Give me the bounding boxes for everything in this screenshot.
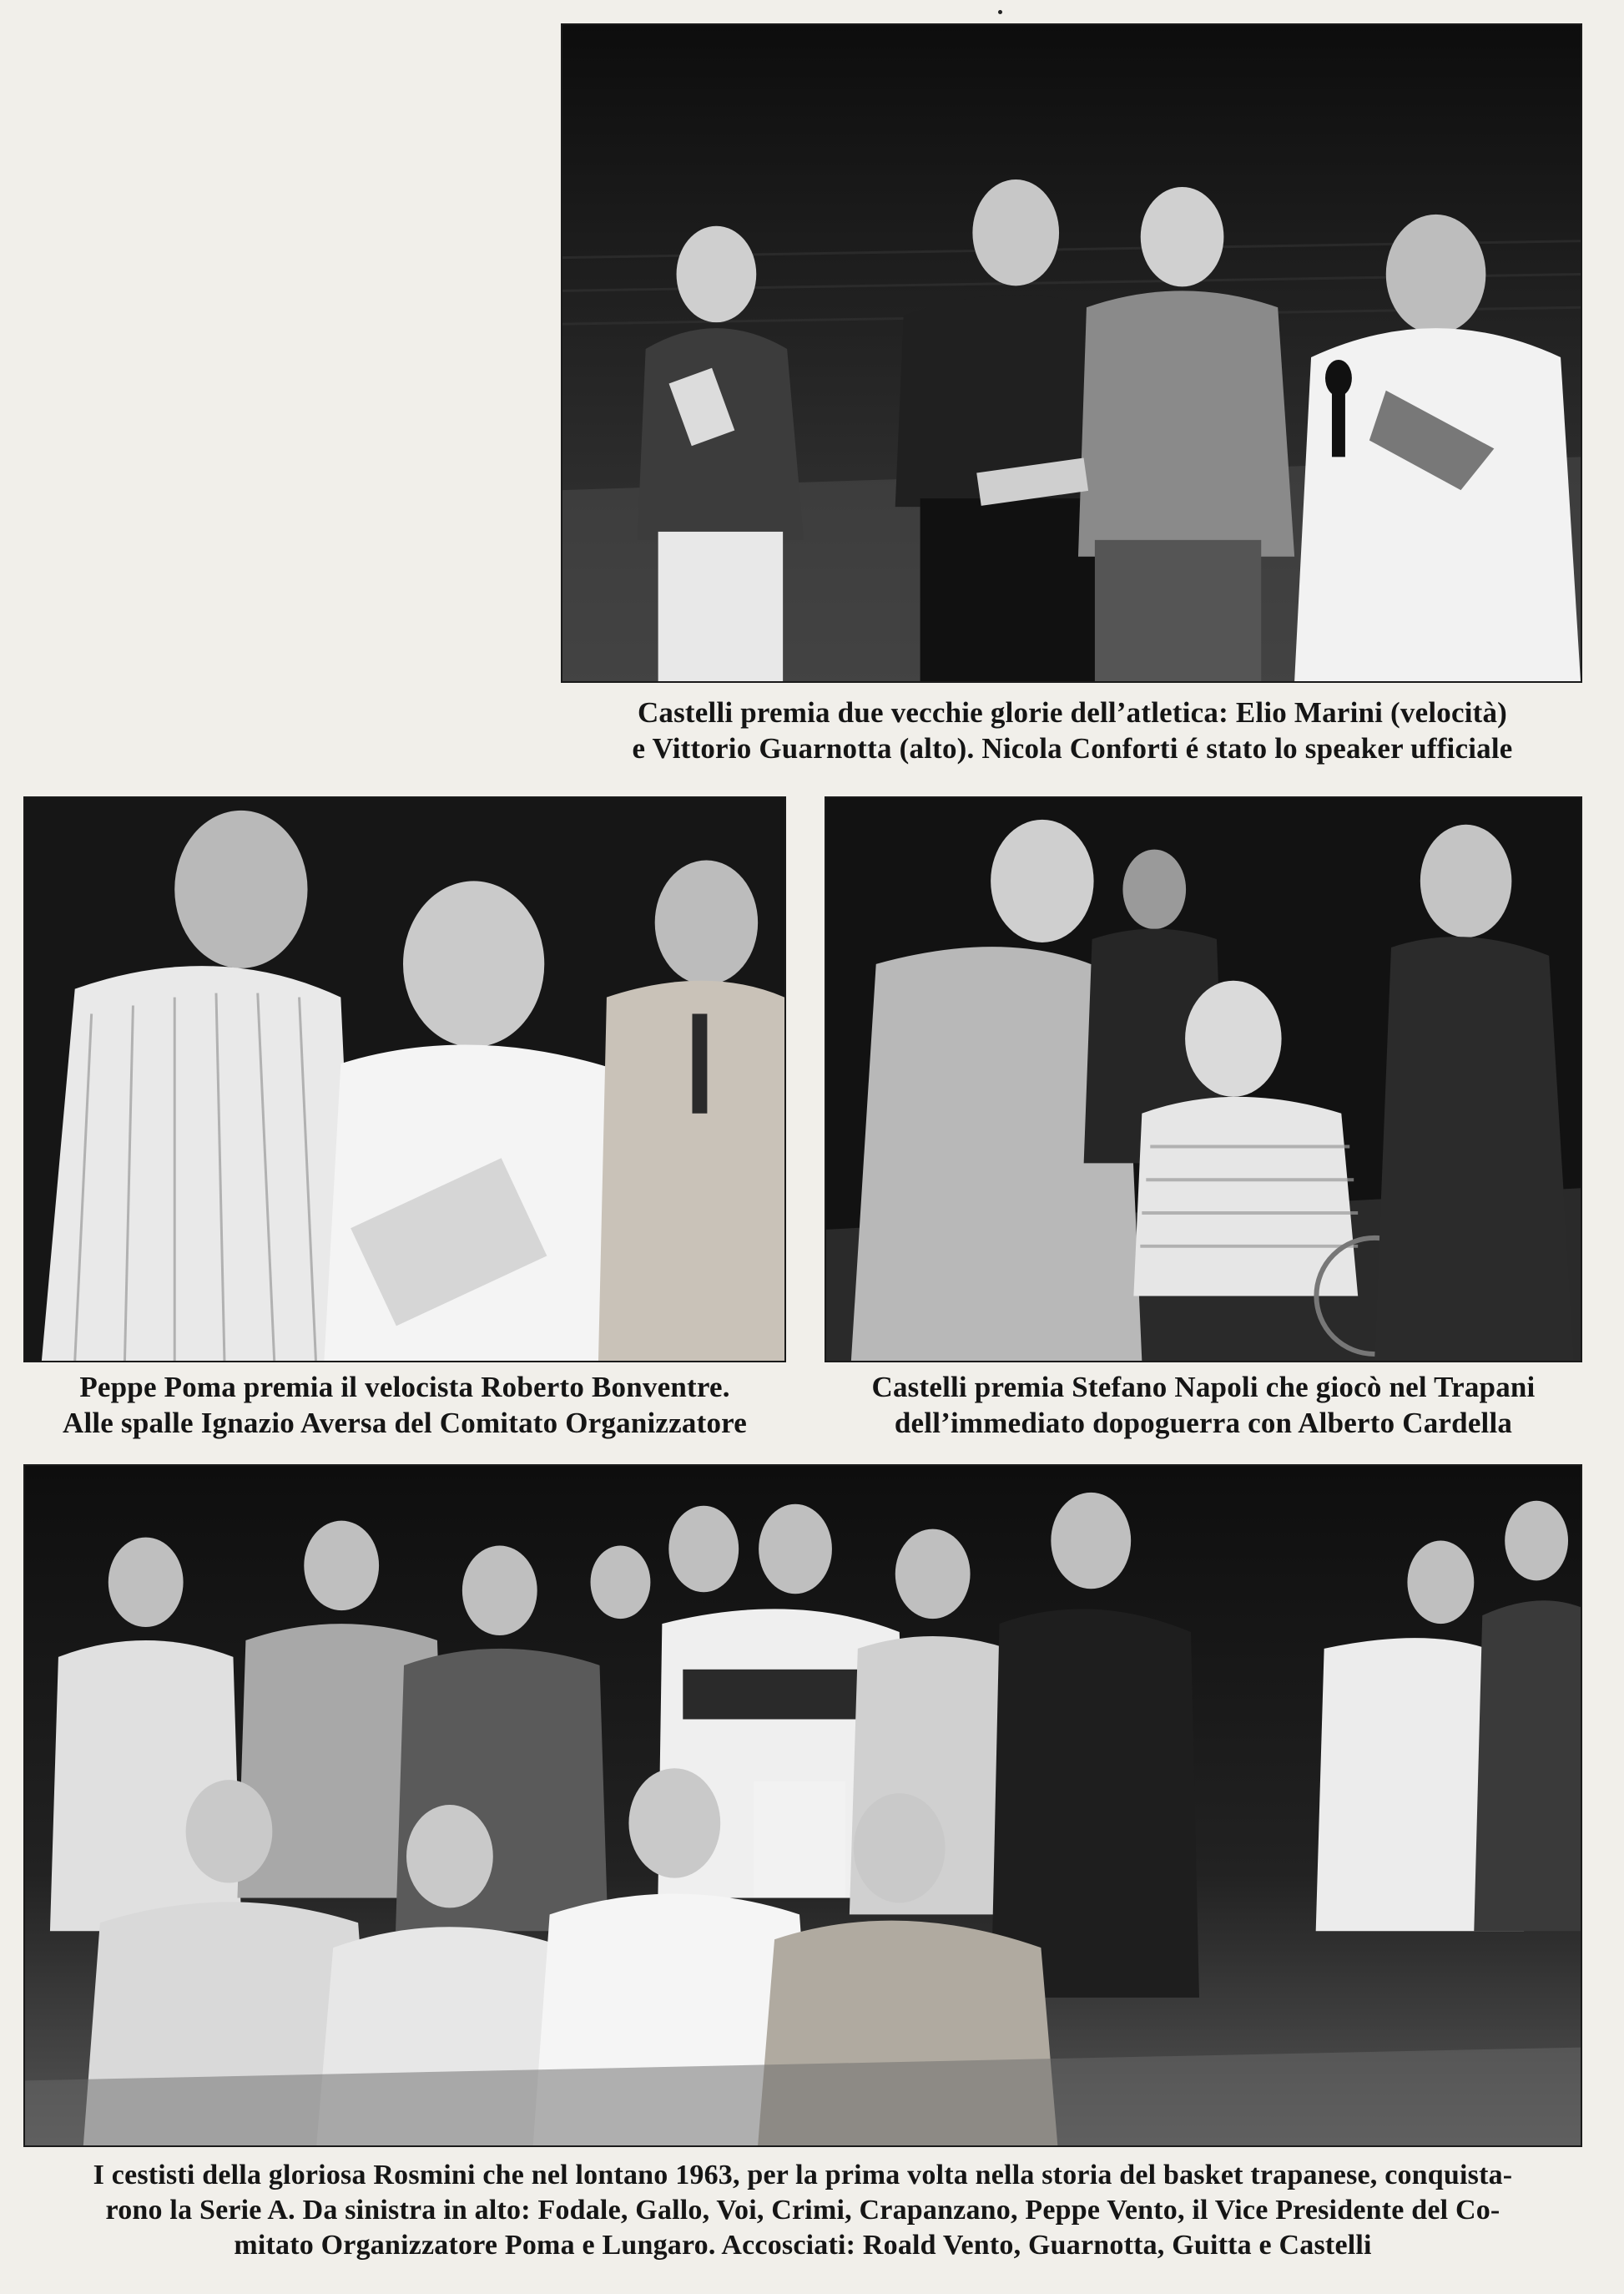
photo-award-athletics-image bbox=[562, 25, 1581, 681]
caption-line: rono la Serie A. Da sinistra in alto: Fodale, Gallo, Voi, Crimi, Crapanzano, Peppe Vento, il Vice Presidente del Co- bbox=[105, 2195, 1500, 2226]
caption-award-napoli bbox=[808, 1369, 1599, 1441]
caption-line: mitato Organizzatore Poma e Lungaro. Accosciati: Roald Vento, Guarnotta, Guitta e Castelli bbox=[234, 2230, 1372, 2261]
photo-award-athletics bbox=[561, 23, 1582, 683]
caption-line: Castelli premia due vecchie glorie dell’atletica: Elio Marini (velocità) bbox=[637, 696, 1508, 729]
caption-team-rosmini bbox=[22, 2158, 1584, 2263]
photo-award-napoli bbox=[825, 796, 1582, 1362]
caption-award-bonventre bbox=[7, 1369, 803, 1441]
photo-team-rosmini bbox=[23, 1464, 1582, 2147]
photo-award-napoli-image bbox=[826, 798, 1581, 1361]
photo-award-bonventre-image bbox=[25, 798, 784, 1361]
caption-line: Peppe Poma premia il velocista Roberto Bonventre. bbox=[79, 1371, 730, 1403]
caption-line: Castelli premia Stefano Napoli che giocò nel Trapani bbox=[871, 1371, 1536, 1403]
caption-line: Alle spalle Ignazio Aversa del Comitato Organizzatore bbox=[62, 1407, 747, 1439]
caption-line: I cestisti della gloriosa Rosmini che nel lontano 1963, per la prima volta nella storia del basket trapanese, conquista- bbox=[93, 2160, 1513, 2190]
photo-award-bonventre bbox=[23, 796, 786, 1362]
page-mark bbox=[998, 10, 1002, 14]
caption-line: e Vittorio Guarnotta (alto). Nicola Conforti é stato lo speaker ufficiale bbox=[632, 732, 1513, 765]
photo-team-rosmini-image bbox=[25, 1466, 1581, 2145]
caption-line: dell’immediato dopoguerra con Alberto Cardella bbox=[894, 1407, 1513, 1439]
caption-award-athletics bbox=[534, 695, 1611, 766]
